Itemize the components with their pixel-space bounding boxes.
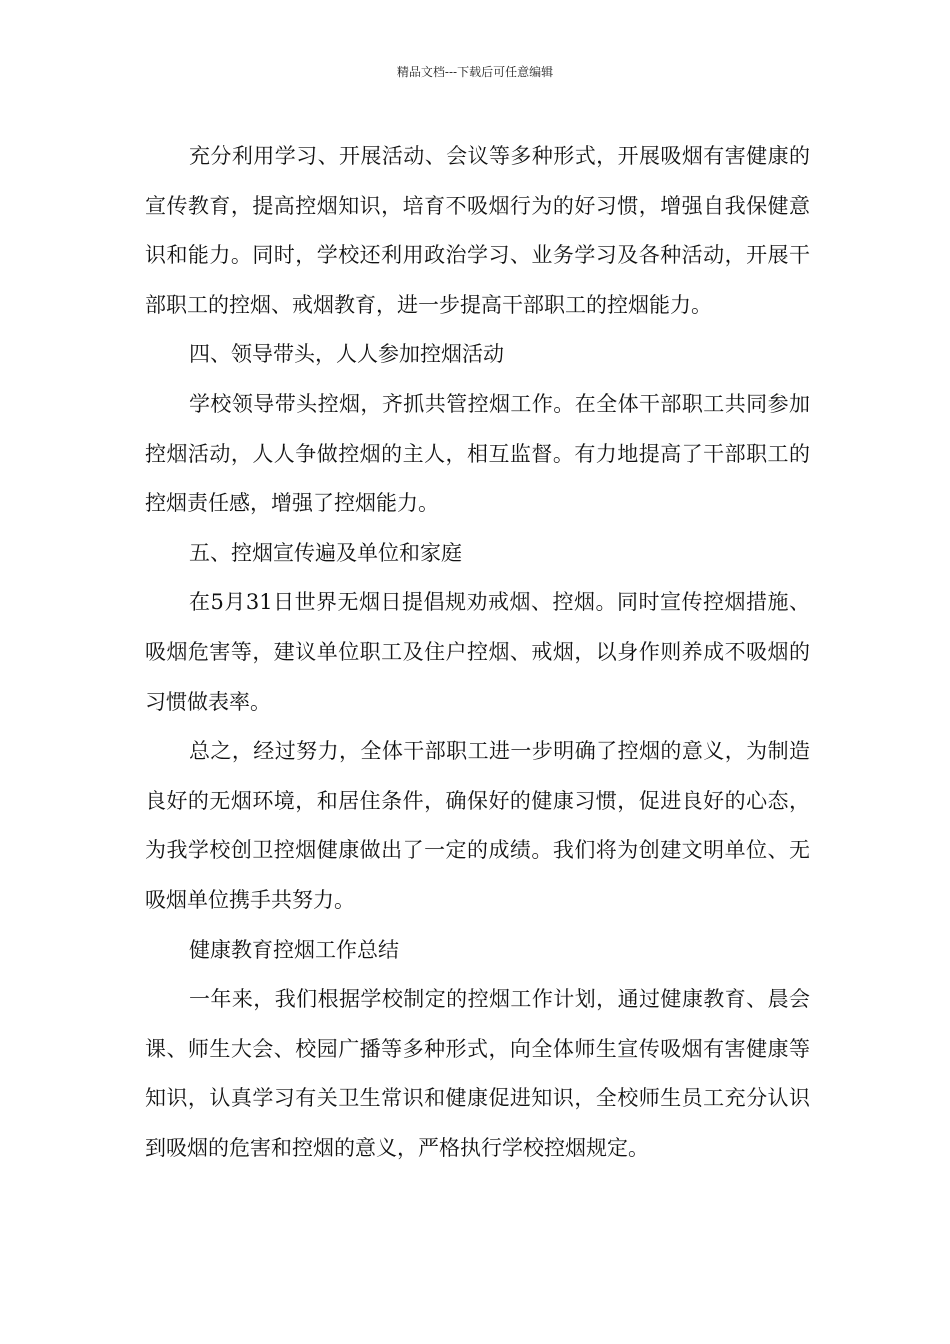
- page-header: 精品文档---下载后可任意编辑: [396, 65, 554, 79]
- section-heading-leadership: 四、领导带头，人人参加控烟活动: [189, 342, 504, 367]
- paragraph-publicity: 充分利用学习、开展活动、会议等多种形式，开展吸烟有害健康的宣传教育，提高控烟知识，培育不吸烟行为的好习惯，增强自我保健意识和能力。同时，学校还利用政治学习、业务学习及各种活动，开展干部职工的控烟、戒烟教育，进一步提高干部职工的控烟能力。: [145, 144, 810, 317]
- paragraph-conclusion: 总之，经过努力，全体干部职工进一步明确了控烟的意义，为制造良好的无烟环境，和居住条件，确保好的健康习惯，促进良好的心态，为我学校创卫控烟健康做出了一定的成绩。我们将为创建文明单位、无吸烟单位携手共努力。: [145, 739, 810, 912]
- document-body: [145, 132, 810, 1173]
- paragraph-annual-summary: 一年来，我们根据学校制定的控烟工作计划，通过健康教育、晨会课、师生大会、校园广播等多种形式，向全体师生宣传吸烟有害健康等知识，认真学习有关卫生常识和健康促进知识，全校师生员工充分认识到吸烟的危害和控烟的意义，严格执行学校控烟规定。: [145, 987, 810, 1160]
- document-title-summary: 健康教育控烟工作总结: [189, 937, 399, 962]
- paragraph-leadership: 学校领导带头控烟，齐抓共管控烟工作。在全体干部职工共同参加控烟活动，人人争做控烟的主人，相互监督。有力地提高了干部职工的控烟责任感，增强了控烟能力。: [145, 391, 810, 516]
- section-heading-publicity-scope: 五、控烟宣传遍及单位和家庭: [189, 540, 462, 565]
- paragraph-no-tobacco-day: 在5月31日世界无烟日提倡规劝戒烟、控烟。同时宣传控烟措施、吸烟危害等，建议单位职工及住户控烟、戒烟，以身作则养成不吸烟的习惯做表率。: [145, 590, 810, 714]
